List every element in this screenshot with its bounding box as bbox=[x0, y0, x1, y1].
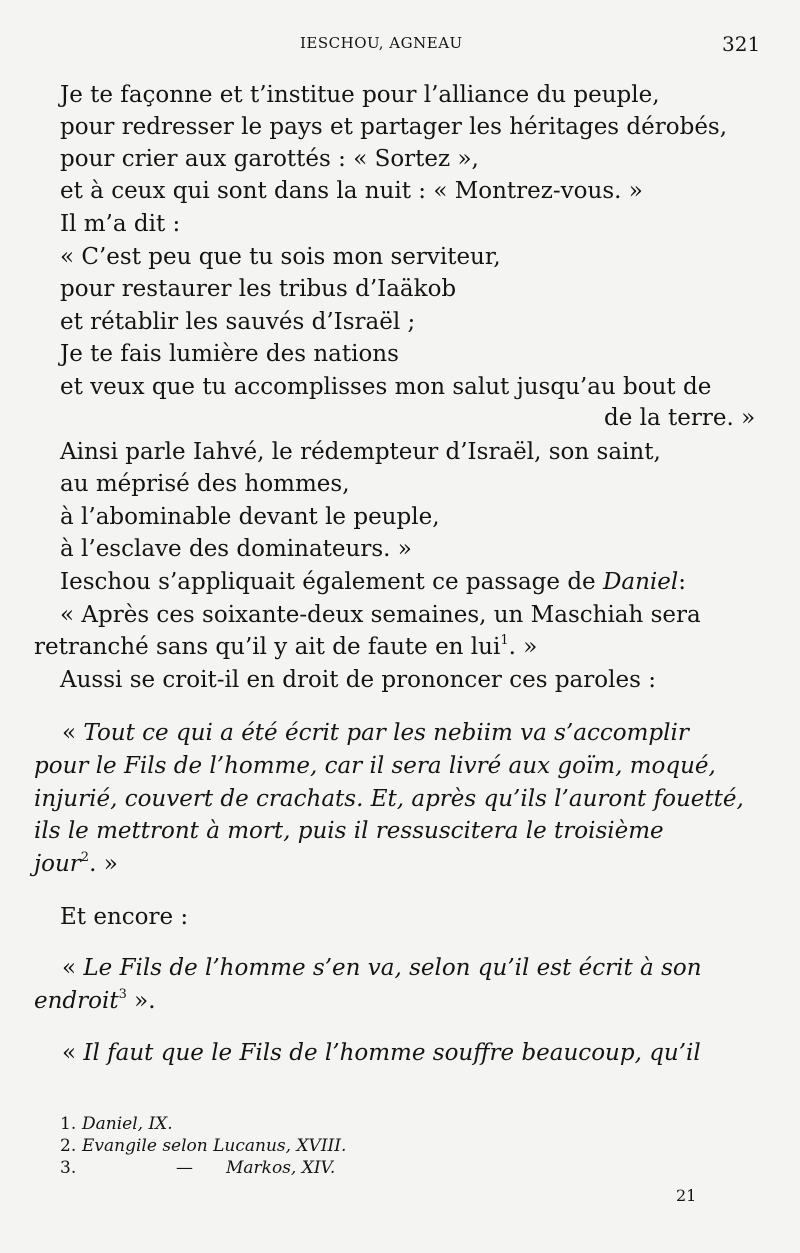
text-line: « Après ces soixante-deux semaines, un Maschiah sera bbox=[60, 602, 701, 628]
footnote-text: Markos, XIV. bbox=[226, 1158, 336, 1178]
text-span: « bbox=[62, 955, 84, 981]
page-header bbox=[0, 34, 800, 58]
quote-line bbox=[34, 849, 118, 883]
text-line: de la terre. » bbox=[604, 405, 756, 431]
text-line: à l’esclave des dominateurs. » bbox=[60, 536, 412, 562]
text-span: . » bbox=[89, 851, 118, 877]
text-line: Il m’a dit : bbox=[60, 211, 181, 237]
running-head: IESCHOU, AGNEAU bbox=[300, 34, 463, 52]
quote-line bbox=[62, 953, 702, 983]
text-line: pour crier aux garottés : « Sortez », bbox=[60, 146, 479, 172]
text-line bbox=[34, 632, 537, 666]
text-line bbox=[60, 567, 686, 597]
quote-line: pour le Fils de l’homme, car il sera livré aux goïm, moqué, bbox=[34, 753, 716, 779]
text-span: : bbox=[678, 569, 687, 595]
text-line: Ainsi parle Iahvé, le rédempteur d’Israël, son saint, bbox=[60, 439, 661, 465]
text-line: et veux que tu accomplisses mon salut jusqu’au bout de bbox=[60, 374, 712, 400]
text-span: Ieschou s’appliquait également ce passage de bbox=[60, 569, 603, 595]
quote-line bbox=[62, 718, 689, 748]
quote-line bbox=[34, 986, 156, 1020]
text-span: . » bbox=[508, 634, 538, 660]
text-line: au méprisé des hommes, bbox=[60, 471, 350, 497]
footnote-text: Daniel, IX. bbox=[82, 1114, 173, 1134]
text-span: Tout ce qui a été écrit par les nebiim va s’accomplir bbox=[83, 720, 689, 746]
text-span: Le Fils de l’homme s’en va, selon qu’il est écrit à son bbox=[83, 955, 702, 981]
footnote-number: 3. bbox=[60, 1158, 77, 1178]
text-span: « bbox=[62, 1040, 84, 1066]
text-line: Et encore : bbox=[60, 904, 189, 930]
text-span: endroit bbox=[34, 988, 119, 1014]
text-line: et rétablir les sauvés d’Israël ; bbox=[60, 309, 416, 335]
text-line: pour restaurer les tribus d’Iaäkob bbox=[60, 276, 457, 302]
footnote-ditto: — bbox=[176, 1158, 193, 1178]
footnote-number: 1. bbox=[60, 1114, 77, 1134]
quote-line bbox=[62, 1038, 701, 1068]
text-line: pour redresser le pays et partager les héritages dérobés, bbox=[60, 114, 728, 140]
text-span: ». bbox=[126, 988, 156, 1014]
footnote-text: Evangile selon Lucanus, XVIII. bbox=[82, 1136, 347, 1156]
footnote-ref: 2 bbox=[80, 850, 90, 865]
quote-line: ils le mettront à mort, puis il ressuscitera le troisième bbox=[34, 818, 664, 844]
text-span: jour bbox=[34, 851, 81, 877]
text-line: Aussi se croit-il en droit de prononcer ces paroles : bbox=[60, 667, 656, 693]
footnote-number: 2. bbox=[60, 1136, 77, 1156]
text-span: retranché sans qu’il y ait de faute en lui bbox=[34, 634, 501, 660]
footnote-ref: 3 bbox=[118, 987, 127, 1002]
text-line: Je te façonne et t’institue pour l’alliance du peuple, bbox=[60, 82, 660, 108]
text-line: « C’est peu que tu sois mon serviteur, bbox=[60, 244, 501, 270]
text-span: Il faut que le Fils de l’homme souffre beaucoup, qu’il bbox=[83, 1040, 701, 1066]
book-title-daniel: Daniel bbox=[602, 569, 679, 595]
text-line: et à ceux qui sont dans la nuit : « Montrez-vous. » bbox=[60, 178, 643, 204]
page-number: 321 bbox=[722, 32, 761, 56]
signature-mark: 21 bbox=[676, 1186, 697, 1205]
text-span: « bbox=[62, 720, 84, 746]
text-line: à l’abominable devant le peuple, bbox=[60, 504, 440, 530]
quote-line: injurié, couvert de crachats. Et, après qu’ils l’auront fouetté, bbox=[34, 786, 744, 812]
footnote-ref: 1 bbox=[500, 633, 509, 648]
text-line: Je te fais lumière des nations bbox=[60, 341, 399, 367]
